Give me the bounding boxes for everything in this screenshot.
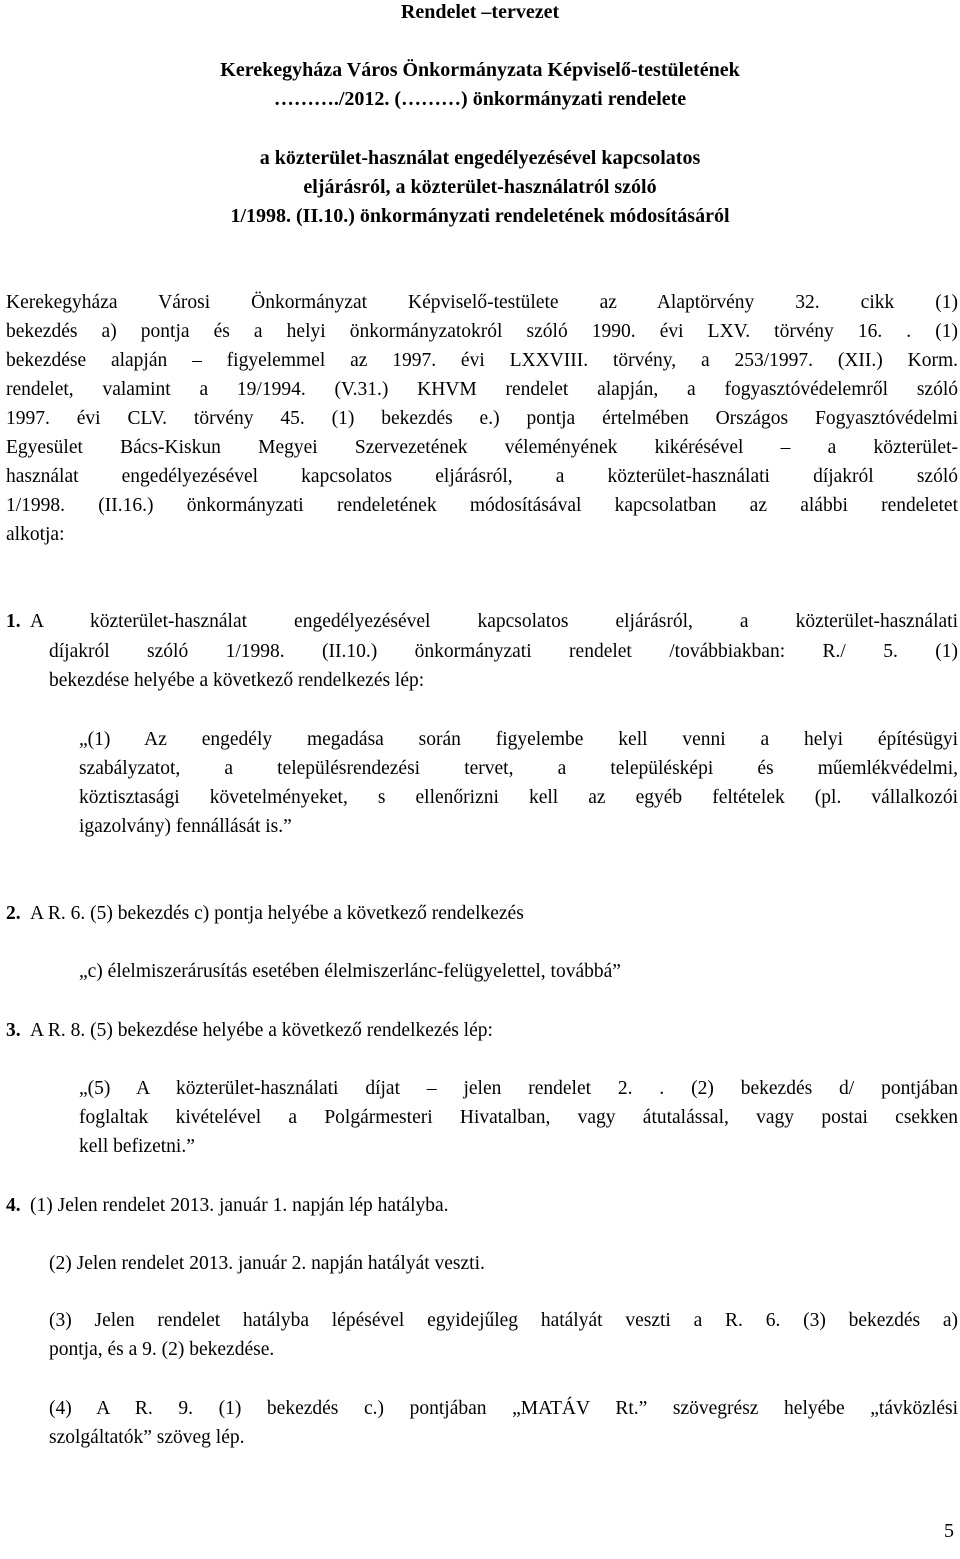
section-text-line: (3) Jelen rendelet hatályba lépésével egyidejűleg hatályát veszti a R. 6. (3) bekezdés a)	[49, 1310, 958, 1331]
page-number: 5	[944, 1520, 954, 1542]
section-text-line: (2) Jelen rendelet 2013. január 2. napján hatályát veszti.	[49, 1253, 485, 1274]
draft-title: Rendelet –tervezet	[400, 1, 560, 23]
preamble-line: 1997. évi CLV. törvény 45. (1) bekezdés e.) pontja értelmében Országos Fogyasztóvédelmi	[6, 408, 958, 429]
header-line-3: a közterület-használat engedélyezésével kapcsolatos	[259, 147, 701, 169]
section-number: 2.	[6, 903, 21, 924]
header-line-1: Kerekegyháza Város Önkormányzata Képviselő-testületének	[220, 59, 740, 81]
preamble-line: Kerekegyháza Városi Önkormányzat Képviselő-testülete az Alaptörvény 32. cikk (1)	[6, 292, 958, 313]
section-number: 3.	[6, 1020, 21, 1041]
section-text-line: szolgáltatók” szöveg lép.	[49, 1427, 245, 1448]
section-text-line: díjakról szóló 1/1998. (II.10.) önkormányzati rendelet /továbbiakban: R./ 5. (1)	[49, 641, 958, 662]
preamble-line: Egyesület Bács-Kiskun Megyei Szervezetének véleményének kikérésével – a közterület-	[6, 437, 958, 458]
section-text-line: (4) A R. 9. (1) bekezdés c.) pontjában „MATÁV Rt.” szövegrész helyébe „távközlési	[49, 1398, 958, 1419]
section-text-line: A R. 8. (5) bekezdése helyébe a következő rendelkezés lép:	[30, 1020, 493, 1041]
preamble-line: 1/1998. (II.16.) önkormányzati rendeletének módosításával kapcsolatban az alábbi rendeletet	[6, 495, 958, 516]
header-line-4: eljárásról, a közterület-használatról szóló	[303, 176, 657, 198]
preamble-line: alkotja:	[6, 524, 65, 545]
quote-line: kell befizetni.”	[79, 1136, 195, 1157]
quote-line: szabályzatot, a településrendezési tervet, a településképi és műemlékvédelmi,	[79, 758, 958, 779]
section-text-line: (1) Jelen rendelet 2013. január 1. napján lép hatályba.	[30, 1195, 449, 1216]
section-text-line: pontja, és a 9. (2) bekezdése.	[49, 1339, 275, 1360]
section-text-line: bekezdése helyébe a következő rendelkezés lép:	[49, 670, 425, 691]
quote-line: foglaltak kivételével a Polgármesteri Hivatalban, vagy átutalással, vagy postai csekken	[79, 1107, 958, 1128]
quote-line: „(1) Az engedély megadása során figyelembe kell venni a helyi építésügyi	[79, 729, 958, 750]
preamble-line: bekezdése alapján – figyelemmel az 1997. évi LXXVIII. törvény, a 253/1997. (XII.) Korm.	[6, 350, 958, 371]
preamble-line: rendelet, valamint a 19/1994. (V.31.) KHVM rendelet alapján, a fogyasztóvédelemről szóló	[6, 379, 958, 400]
section-number: 1.	[6, 611, 21, 632]
header-line-5: 1/1998. (II.10.) önkormányzati rendeletének módosításáról	[230, 205, 730, 227]
section-text-line: A R. 6. (5) bekezdés c) pontja helyébe a következő rendelkezés	[30, 903, 524, 924]
section-text-line: A közterület-használat engedélyezésével kapcsolatos eljárásról, a közterület-használati	[30, 611, 958, 632]
quote-line: „(5) A közterület-használati díjat – jelen rendelet 2. . (2) bekezdés d/ pontjában	[79, 1078, 958, 1099]
preamble-line: használat engedélyezésével kapcsolatos eljárásról, a közterület-használati díjakról szóló	[6, 466, 958, 487]
quote-line: köztisztasági követelményeket, s ellenőrizni kell az egyéb feltételek (pl. vállalkozói	[79, 787, 958, 808]
quote-line: igazolvány) fennállását is.”	[79, 816, 292, 837]
header-line-2: ………./2012. (………) önkormányzati rendelete	[273, 88, 687, 110]
quote-line: „c) élelmiszerárusítás esetében élelmiszerlánc-felügyelettel, továbbá”	[79, 961, 621, 982]
section-number: 4.	[6, 1195, 21, 1216]
preamble-line: bekezdés a) pontja és a helyi önkormányzatokról szóló 1990. évi LXV. törvény 16. . (1)	[6, 321, 958, 342]
